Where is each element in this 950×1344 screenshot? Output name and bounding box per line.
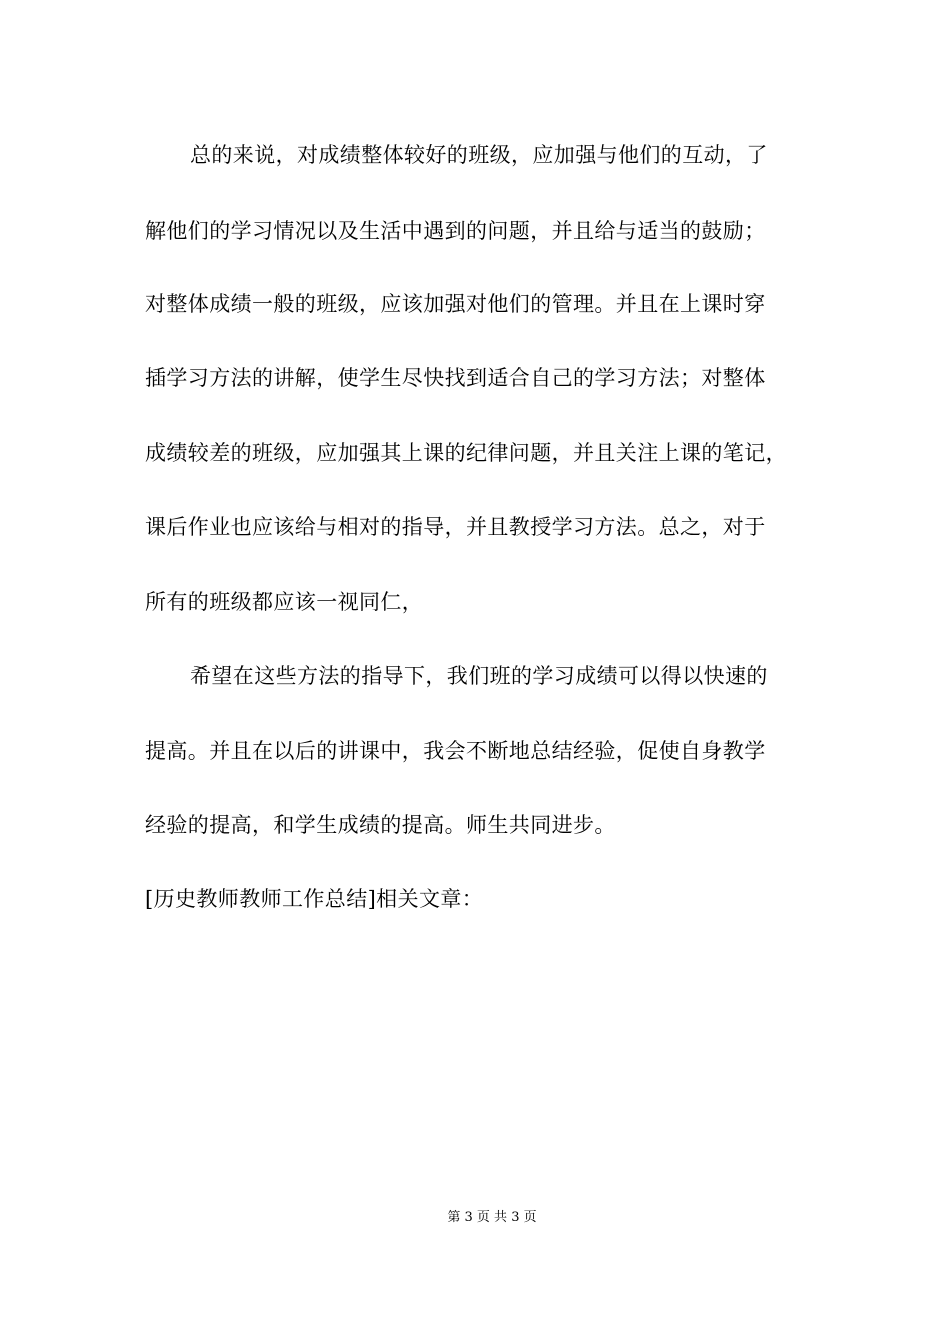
paragraph-1-line-4: 插学习方法的讲解，使学生尽快找到适合自己的学习方法；对整体	[145, 366, 766, 390]
paragraph-2-line-1: 希望在这些方法的指导下，我们班的学习成绩可以得以快速的	[190, 664, 768, 688]
paragraph-1-line-1: 总的来说，对成绩整体较好的班级，应加强与他们的互动，了	[190, 143, 768, 167]
paragraph-1-line-7: 所有的班级都应该一视同仁，	[145, 590, 424, 614]
paragraph-2-line-2: 提高。并且在以后的讲课中，我会不断地总结经验，促使自身教学	[145, 739, 766, 763]
paragraph-1-line-2: 解他们的学习情况以及生活中遇到的问题，并且给与适当的鼓励；	[145, 219, 766, 243]
paragraph-1-line-6: 课后作业也应该给与相对的指导，并且教授学习方法。总之，对于	[145, 515, 766, 539]
paragraph-1-line-5: 成绩较差的班级，应加强其上课的纪律问题，并且关注上课的笔记，	[145, 441, 787, 465]
related-articles-heading: [历史教师教师工作总结]相关文章：	[145, 887, 484, 911]
page-number-footer: 第 3 页 共 3 页	[447, 1210, 537, 1225]
paragraph-1-line-3: 对整体成绩一般的班级，应该加强对他们的管理。并且在上课时穿	[145, 292, 766, 316]
paragraph-2-line-3: 经验的提高，和学生成绩的提高。师生共同进步。	[145, 813, 616, 837]
